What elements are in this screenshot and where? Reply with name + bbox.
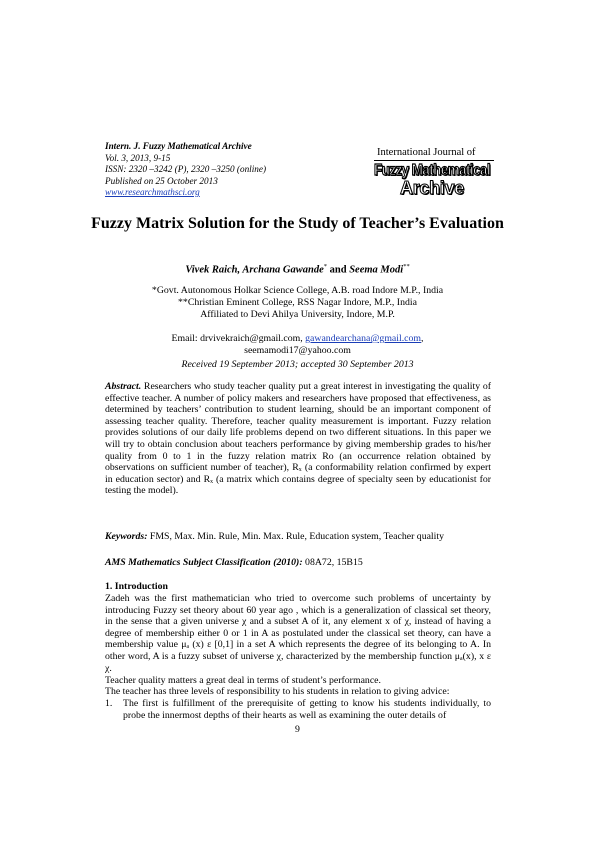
intro-line-levels: The teacher has three levels of responsibility to his students in relation to giving advice:: [105, 686, 450, 697]
paper-title: Fuzzy Matrix Solution for the Study of Teacher’s Evaluation: [91, 215, 504, 232]
list-item-number: 1.: [105, 698, 113, 709]
abstract-label: Abstract.: [105, 381, 142, 392]
email-suffix: ,: [421, 333, 424, 344]
logo-line-3: Archive: [400, 178, 464, 198]
journal-volume: Vol. 3, 2013, 9-15: [105, 152, 171, 163]
authors: [90, 263, 505, 276]
journal-logo: [374, 147, 494, 197]
affiliation-1: *Govt. Autonomous Holkar Science College, A.B. road Indore M.P., India: [151, 285, 444, 296]
page-number: 9: [295, 724, 300, 735]
journal-website-link[interactable]: www.researchmathsci.org: [105, 187, 200, 197]
section-heading: 1. Introduction: [105, 581, 168, 592]
author-mark-1: *: [323, 263, 328, 270]
affiliation-3: Affiliated to Devi Ahilya University, Indore, M.P.: [200, 309, 395, 321]
affiliation-2: **Christian Eminent College, RSS Nagar Indore, M.P., India: [178, 297, 417, 309]
list-item-text: The first is fulfillment of the prerequisite of getting to know his students individually, to probe the innermost depths of their hearts as well as examining the outer details of: [123, 698, 491, 721]
abstract-text: Researchers who study teacher quality put a great interest in investigating the quality of effective teacher. A number of policy makers and researchers have proposed that effectiveness, as determined by teachers’ contribution to student learning, should be an important component of assessing teacher quality. Therefore, teacher quality measurement is important. Fuzzy relation provides solutions of our daily life problems depend on two different situations. In this paper we will try to obtain conclusion about teachers performance by giving membership grades to his/her quality from 0 to 1 in the fuzzy relation matrix Ro (an occurrence relation obtained by observations on sufficient number of teacher), Rₓ (a conformability relation confirmed by expert in education sector) and Rₓ (a matrix which contains degree of specialty seen by educationist for testing the model).: [105, 381, 491, 497]
ams-label: AMS Mathematics Subject Classification (2010):: [105, 557, 303, 568]
email-link[interactable]: gawandearchana@gmail.com: [305, 333, 422, 344]
keywords-label: Keywords:: [105, 531, 148, 542]
email-prefix: Email: drvivekraich@gmail.com,: [171, 333, 306, 344]
author-last: Seema Modi: [349, 264, 404, 276]
journal-published: Published on 25 October 2013: [105, 175, 218, 186]
journal-name: Intern. J. Fuzzy Mathematical Archive: [105, 141, 252, 151]
logo-line-2: Fuzzy Mathematical: [374, 161, 490, 179]
journal-header: [105, 141, 365, 199]
abstract: [105, 381, 491, 497]
author-names: Vivek Raich, Archana Gawande: [185, 264, 324, 276]
keywords: [105, 531, 491, 542]
email-line-2: seemamodi17@yahoo.com: [244, 345, 351, 357]
journal-issn: ISSN: 2320 –3242 (P), 2320 –3250 (online): [105, 164, 267, 174]
author-conjunction: and: [327, 264, 350, 276]
intro-paragraph: Zadeh was the first mathematician who tried to overcome such problems of uncertainty by introducing Fuzzy set theory about 60 year ago , which is a generalization of classical set theory, in the sense that a given universe χ and a subset A of it, any element x of χ, instead of having a degree of membership either 0 or 1 in A as postulated under the classical set theory, can have a membership value μₐ (x) ε [0,1] in a set A which represents the degree of its belonging to A. In other word, A is a fuzzy subset of universe χ, characterized by the membership function μₐ(x), x ε χ.: [105, 593, 491, 674]
author-mark-2: **: [403, 263, 410, 270]
ams-classification: [105, 557, 491, 568]
ams-text: 08A72, 15B15: [302, 557, 363, 568]
email-block: [90, 333, 505, 357]
received-dates: Received 19 September 2013; accepted 30 September 2013: [181, 359, 414, 370]
keywords-text: FMS, Max. Min. Rule, Min. Max. Rule, Education system, Teacher quality: [147, 531, 444, 542]
intro-line-quality: Teacher quality matters a great deal in terms of student’s performance.: [105, 675, 381, 686]
affiliations: [90, 285, 505, 322]
logo-line-1: International Journal of: [377, 147, 476, 158]
